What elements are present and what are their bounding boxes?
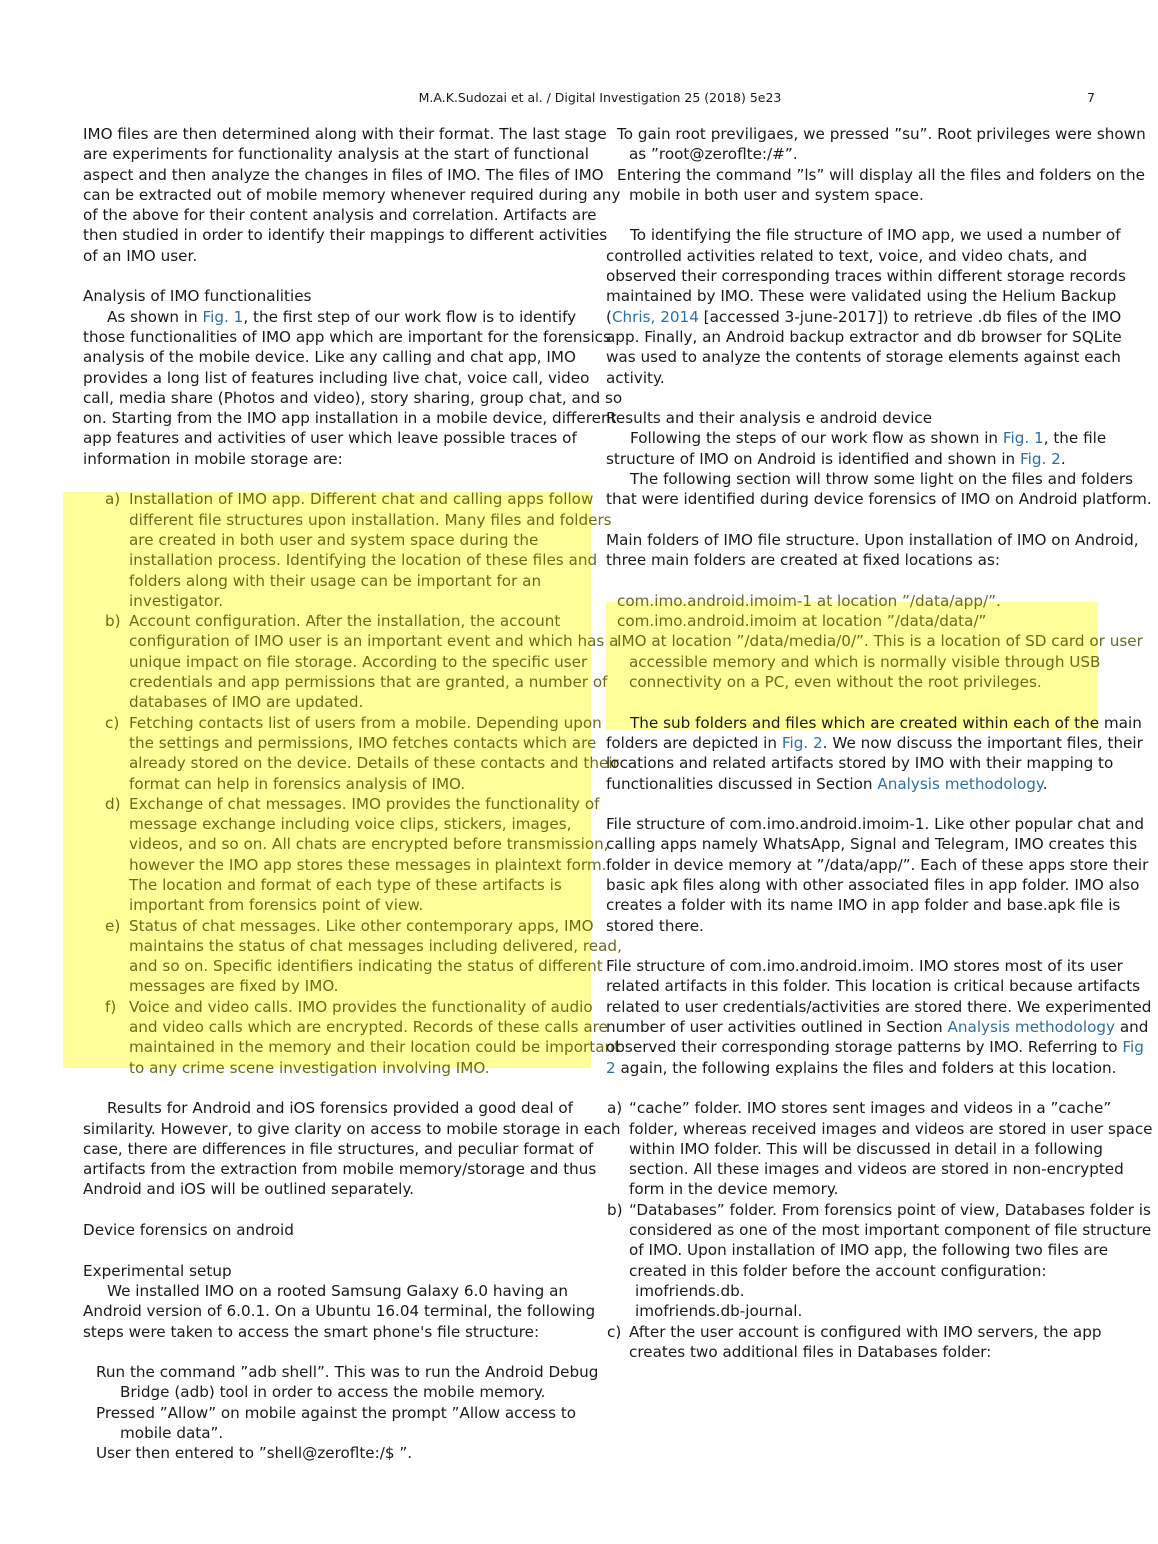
results-paragraph: Results for Android and iOS forensics provided a good deal of similarity. However, to give clarity on access to mobile storage in each case, there are differences in file structures, and peculiar format of artifacts from the extraction from mobile memory/storage and thus Android and iOS will be outlined separately. <box>83 1099 621 1199</box>
list-text: Voice and video calls. IMO provides the functionality of audio and video calls which are encrypted. Records of these calls are maintained in the memory and their location could be important to any crime scene investigation involving IMO. <box>129 997 621 1077</box>
left-column <box>83 124 623 1464</box>
subfolders-paragraph <box>606 713 1154 794</box>
section-link[interactable]: Analysis methodology <box>947 1018 1115 1037</box>
section-link[interactable]: Analysis methodology <box>877 774 1043 793</box>
running-header <box>0 88 1158 108</box>
db-file: imofriends.db-journal. <box>635 1302 803 1321</box>
section-heading-setup: Experimental setup <box>83 1261 232 1280</box>
list-item <box>83 713 623 794</box>
text-run: and observed their corresponding storage patterns by IMO. Referring to <box>606 1018 1149 1057</box>
list-marker: a) <box>105 490 121 509</box>
functionality-list <box>83 489 623 1078</box>
file-structure-paragraph-2 <box>606 956 1154 1078</box>
list-marker: e) <box>105 916 121 935</box>
text-run: [accessed 3-june-2017]) to retrieve .db files of the IMO app. Finally, an Android backup extractor and db browser for SQLite was used to analyze the contents of storage elements against each activity. <box>606 307 1122 387</box>
db-file: imofriends.db. <box>635 1281 745 1300</box>
step-item: User then entered to ”shell@zerofltе:/$ ”. <box>96 1444 413 1463</box>
list-text: Exchange of chat messages. IMO provides the functionality of message exchange including voice clips, stickers, images, videos, and so on. All chats are encrypted before transmission, however the IMO app stores these messages in plaintext form. The location and format of each type of these artifacts is important from forensics point of view. <box>129 794 609 915</box>
folder-item: com.imo.android.imoim at location ”/data/data/” <box>617 612 987 631</box>
list-text: Installation of IMO app. Different chat and calling apps follow different file structures upon installation. Many files and folders are created in both user and system space during the installation process. Identifying the location of these files and folders along with their usage can be important for an investigator. <box>129 490 612 610</box>
list-text: “cache” folder. IMO stores sent images and videos in a ”cache” folder, whereas received images and videos are stored in user space within IMO folder. This will be discussed in detail in a following section. All these images and videos are stored in non-encrypted form in the device memory. <box>629 1099 1153 1199</box>
folder-item: com.imo.android.imoim-1 at location ”/data/app/”. <box>617 591 1001 610</box>
analysis-paragraph <box>83 307 623 469</box>
list-marker: b) <box>607 1200 623 1219</box>
list-item <box>606 1200 1154 1322</box>
folder-list <box>606 591 1154 692</box>
step-item: Run the command ”adb shell”. This was to run the Android Debug Bridge (adb) tool in order to access the mobile memory. <box>96 1363 599 1402</box>
list-item <box>606 1098 1154 1199</box>
identify-paragraph <box>606 225 1154 387</box>
list-text: Fetching contacts list of users from a mobile. Depending upon the settings and permissions, IMO fetches contacts which are already stored on the device. Details of these contacts and their format can help in forensics analysis of IMO. <box>129 713 619 793</box>
fig1-link[interactable]: Fig. 1 <box>1002 429 1044 448</box>
fig2-link[interactable]: Fig 2 <box>606 1038 1144 1077</box>
folder-item: IMO at location ”/data/media/0/”. This is a location of SD card or user accessible memory and which is normally visible through USB connectivity on a PC, even without the root privileges. <box>617 632 1143 692</box>
text-run: , the first step of our work flow is to identify those functionalities of IMO app which are important for the forensics analysis of the mobile device. Like any calling and chat app, IMO provides a long list of features including live chat, voice call, video call, media share (Photos and video), story sharing, group chat, and so on. Starting from the IMO app installation in a mobile device, different app features and activities of user which leave possible traces of information in mobile storage are: <box>83 307 623 468</box>
text-run: To identifying the file structure of IMO app, we used a number of controlled activities related to text, voice, and video chats, and observed their corresponding traces within different storage records maintained by IMO. These were validated using the Helium Backup ( <box>606 226 1126 326</box>
list-item <box>83 794 623 916</box>
list-text: Status of chat messages. Like other contemporary apps, IMO maintains the status of chat messages including delivered, read, and so on. Specific identifiers indicating the status of different messages are fixed by IMO. <box>129 916 622 996</box>
text-run: , the file structure of IMO on Android is identified and shown in <box>606 429 1107 468</box>
list-item <box>606 1322 1154 1363</box>
text-run: . <box>1060 449 1066 468</box>
right-column <box>606 124 1154 1362</box>
list-text: Account configuration. After the installation, the account configuration of IMO user is an important event and which has a unique impact on file storage. According to the specific user credentials and app permissions that are granted, a number of databases of IMO are updated. <box>129 612 619 712</box>
list-text: After the user account is configured with IMO servers, the app creates two additional files in Databases folder: <box>629 1322 1102 1361</box>
list-item <box>83 916 623 997</box>
list-marker: c) <box>105 713 120 732</box>
results-paragraph-2: The following section will throw some light on the files and folders that were identified during device forensics of IMO on Android platform. <box>606 470 1152 509</box>
setup-paragraph: We installed IMO on a rooted Samsung Galaxy 6.0 having an Android version of 6.0.1. On a Ubuntu 16.04 terminal, the following steps were taken to access the smart phone's file structure: <box>83 1281 596 1341</box>
list-item <box>83 489 623 611</box>
section-heading-analysis: Analysis of IMO functionalities <box>83 287 312 306</box>
step-item: Pressed ”Allow” on mobile against the prompt ”Allow access to mobile data”. <box>96 1403 577 1442</box>
list-item <box>83 997 623 1078</box>
text-run: . We now discuss the important files, their locations and related artifacts stored by IMO with their mapping to functionalities discussed in Section <box>606 733 1143 793</box>
list-marker: c) <box>607 1322 622 1341</box>
file-structure-paragraph-1: File structure of com.imo.android.imoim-1. Like other popular chat and calling apps namely WhatsApp, Signal and Telegram, IMO creates this folder in device memory at ”/data/app/”. Each of these apps store their basic apk files along with other associated files in app folder. IMO also creates a folder with its name IMO in app folder and base.apk file is stored there. <box>606 815 1149 935</box>
list-marker: f) <box>105 997 117 1016</box>
list-marker: d) <box>105 794 121 813</box>
section-heading-device: Device forensics on android <box>83 1221 294 1240</box>
text-run: Following the steps of our work flow as shown in <box>630 429 1003 448</box>
step-item: Entering the command ”ls” will display all the files and folders on the mobile in both user and system space. <box>617 165 1145 204</box>
step-item: To gain root previligaes, we pressed ”su”. Root privileges were shown as ”root@zerofltе:/#”. <box>617 125 1146 164</box>
fig2-link[interactable]: Fig. 2 <box>781 733 823 752</box>
citation-link[interactable]: Chris, 2014 <box>611 307 699 326</box>
list-marker: a) <box>607 1099 623 1118</box>
text-run: . <box>1042 774 1048 793</box>
text-run: As shown in <box>107 307 203 326</box>
running-head: M.A.K.Sudozai et al. / Digital Investigation 25 (2018) 5e23 <box>418 90 782 105</box>
fig2-link[interactable]: Fig. 2 <box>1020 449 1061 468</box>
text-run: The sub folders and files which are created within each of the main folders are depicted in <box>606 713 1142 752</box>
fig1-link[interactable]: Fig. 1 <box>202 307 244 326</box>
list-item <box>83 611 623 712</box>
main-folders-paragraph: Main folders of IMO file structure. Upon installation of IMO on Android, three main folders are created at fixed locations as: <box>606 530 1139 570</box>
section-heading-results: Results and their analysis e android device <box>606 409 933 428</box>
page-number: 7 <box>1087 90 1095 105</box>
results-paragraph-1 <box>606 428 1154 469</box>
file-list <box>606 1098 1154 1362</box>
text-run: File structure of com.imo.android.imoim. IMO stores most of its user related artifacts in this folder. This location is critical because artifacts related to user credentials/activities are stored there. We experimented number of user activities outlined in Section <box>606 957 1152 1037</box>
text-run: again, the following explains the files and folders at this location. <box>615 1058 1117 1077</box>
list-marker: b) <box>105 612 121 631</box>
list-text: “Databases” folder. From forensics point of view, Databases folder is considered as one of the most important component of file structure of IMO. Upon installation of IMO app, the following two files are created in this folder before the account configuration: <box>629 1200 1152 1280</box>
intro-paragraph: IMO files are then determined along with their format. The last stage are experiments for functionality analysis at the start of functional aspect and then analyze the changes in files of IMO. The files of IMO can be extracted out of mobile memory whenever required during any of the above for their content analysis and correlation. Artifacts are then studied in order to identify their mappings to different activities of an IMO user. <box>83 125 621 265</box>
